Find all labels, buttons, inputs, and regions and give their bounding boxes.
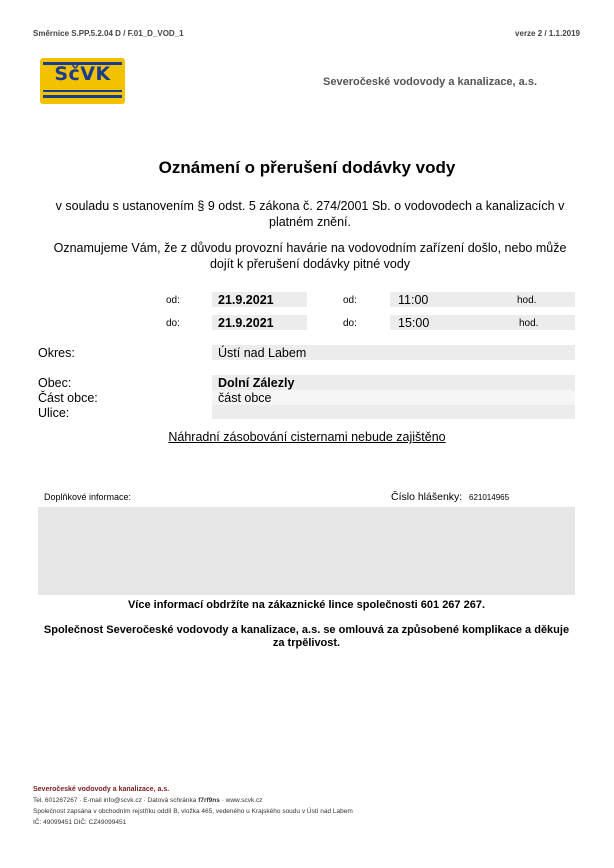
footer-registry: Společnost zapsána v obchodním rejstříku oddíl B, vložka 465, vedeného u Krajského soudu v Ústí nad Labem [33,808,353,815]
footer-contact: Tel. 601267267 · E-mail info@scvk.cz · Datová schránka f7rf9ns · www.scvk.cz [33,797,263,804]
from-time: 11:00 [398,293,429,307]
street-label: Ulice: [38,406,70,420]
report-number-label: Číslo hlášenky: [391,491,463,503]
footer-ids: IČ: 49099451 DIČ: CZ49099451 [33,819,127,826]
company-name: Severočeské vodovody a kanalizace, a.s. [323,76,538,88]
footer-company: Severočeské vodovody a kanalizace, a.s. [33,786,170,793]
part-value: část obce [218,391,272,405]
legal-intro: v souladu s ustanovením § 9 odst. 5 zákona č. 274/2001 Sb. o vodovodech a kanalizacích v platném znění. [55,199,565,229]
page-title: Oznámení o přerušení dodávky vody [158,158,456,177]
to-time-label: do: [343,318,357,329]
additional-info-label: Doplňkové informace: [44,492,132,502]
district-label: Okres: [38,346,75,360]
to-hour-label: hod. [519,318,539,329]
municipality-label: Obec: [38,376,72,390]
municipality-value: Dolní Zálezly [218,376,295,390]
report-number: 621014965 [469,493,510,502]
to-date: 21.9.2021 [218,316,274,330]
logo-text: SčVK [54,63,111,85]
apology-text: Společnost Severočeské vodovody a kanalizace, a.s. se omlouvá za způsobené komplikace a děkuje za trpělivost. [43,624,570,649]
hotline-info: Více informací obdržíte na zákaznické lince společnosti 601 267 267. [127,599,486,611]
replacement-supply-note: Náhradní zásobování cisternami nebude zajištěno [168,430,446,444]
from-hour-label: hod. [517,295,537,306]
directive-code: Směrnice S.PP.5.2.04 D / F.01_D_VOD_1 [33,29,184,38]
from-date: 21.9.2021 [218,293,274,307]
additional-info-text [38,507,575,519]
outage-notice: Oznamujeme Vám, že z důvodu provozní havárie na vodovodním zařízení došlo, nebo může dojít k přerušení dodávky pitné vody [53,241,567,271]
from-date-label: od: [166,295,180,306]
footer-databox: f7rf9ns [198,797,220,804]
additional-info-box [38,507,575,595]
scvk-logo [40,58,125,104]
to-date-label: do: [166,318,180,329]
from-time-label: od: [343,295,357,306]
district-value: Ústí nad Labem [218,346,307,360]
version-label: verze 2 / 1.1.2019 [515,29,580,38]
part-label: Část obce: [38,391,98,405]
to-time: 15:00 [398,316,430,330]
